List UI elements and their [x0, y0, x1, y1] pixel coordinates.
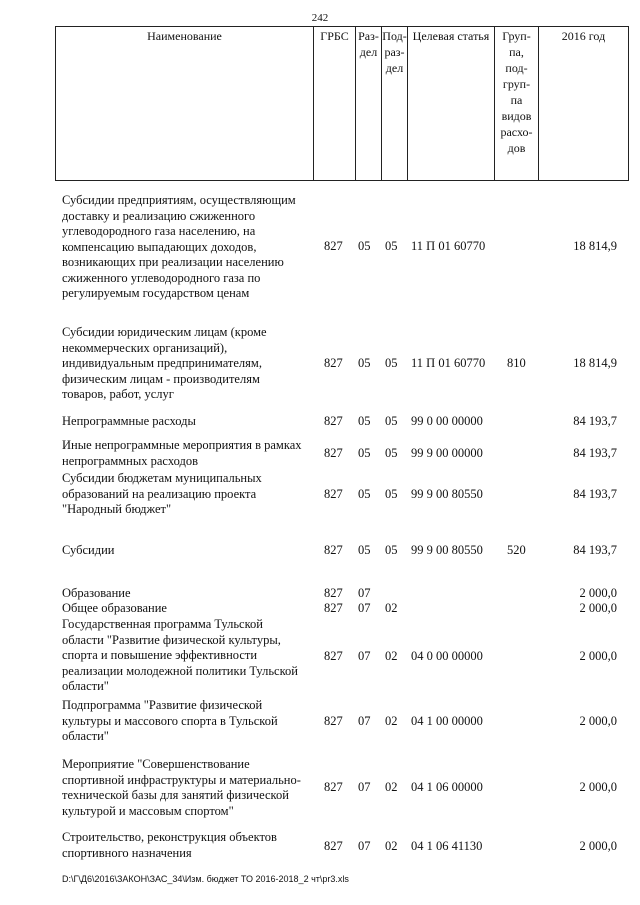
- row-gruppa: 810: [507, 356, 526, 370]
- row-name: Государственная программа Тульской области "Развитие физической культуры, спорта и повышение эффективности реализации молодежной политики Тульской области": [62, 617, 298, 693]
- header-gruppa: Груп- па, под- груп- па видов расхо- дов: [494, 26, 538, 180]
- file-path-footer: D:\Г\Д6\2016\ЗАКОН\ЗАС_34\Изм. бюджет ТО 2016-2018_2 чт\pr3.xls: [62, 874, 349, 884]
- row-razdel: 07: [358, 586, 371, 600]
- row-name: Субсидии бюджетам муниципальных образований на реализацию проекта "Народный бюджет": [62, 471, 262, 516]
- row-sum: 84 193,7: [573, 487, 617, 501]
- row-celevaya: 99 9 00 80550: [411, 543, 483, 557]
- row-podrazdel: 02: [385, 601, 398, 615]
- header-name: Наименование: [55, 26, 313, 180]
- header-razdel: Раз- дел: [355, 26, 381, 180]
- row-sum: 84 193,7: [573, 543, 617, 557]
- row-podrazdel: 05: [385, 487, 398, 501]
- row-sum: 2 000,0: [579, 780, 617, 794]
- header-podrazdel: Под- раз- дел: [381, 26, 407, 180]
- row-grbs: 827: [324, 239, 343, 253]
- row-razdel: 05: [358, 446, 371, 460]
- header-grbs: ГРБС: [313, 26, 355, 180]
- row-grbs: 827: [324, 714, 343, 728]
- page-number: 242: [311, 12, 329, 24]
- row-name: Иные непрограммные мероприятия в рамках непрограммных расходов: [62, 438, 302, 468]
- row-name: Непрограммные расходы: [62, 414, 196, 428]
- row-celevaya: 99 9 00 80550: [411, 487, 483, 501]
- row-name: Общее образование: [62, 601, 167, 615]
- row-sum: 18 814,9: [573, 239, 617, 253]
- row-sum: 18 814,9: [573, 356, 617, 370]
- row-razdel: 05: [358, 543, 371, 557]
- row-podrazdel: 05: [385, 446, 398, 460]
- row-razdel: 07: [358, 601, 371, 615]
- row-celevaya: 11 П 01 60770: [411, 356, 486, 370]
- row-sum: 2 000,0: [579, 714, 617, 728]
- row-grbs: 827: [324, 414, 343, 428]
- row-podrazdel: 05: [385, 414, 398, 428]
- row-razdel: 05: [358, 356, 371, 370]
- row-grbs: 827: [324, 446, 343, 460]
- row-sum: 84 193,7: [573, 414, 617, 428]
- row-celevaya: 04 1 00 00000: [411, 714, 483, 728]
- row-podrazdel: 05: [385, 543, 398, 557]
- row-razdel: 07: [358, 649, 371, 663]
- row-name: Субсидии юридическим лицам (кроме некоммерческих организаций), индивидуальным предпринимателям, физическим лицам - производителям товаров, работ, услуг: [62, 325, 267, 401]
- row-sum: 2 000,0: [579, 601, 617, 615]
- row-grbs: 827: [324, 839, 343, 853]
- row-celevaya: 04 1 06 41130: [411, 839, 483, 853]
- row-celevaya: 99 9 00 00000: [411, 446, 483, 460]
- row-celevaya: 04 0 00 00000: [411, 649, 483, 663]
- row-name: Подпрограмма "Развитие физической культуры и массового спорта в Тульской области": [62, 698, 278, 743]
- header-celevaya: Целевая статья: [407, 26, 494, 180]
- row-grbs: 827: [324, 601, 343, 615]
- row-razdel: 05: [358, 487, 371, 501]
- row-podrazdel: 02: [385, 839, 398, 853]
- row-name: Субсидии предприятиям, осуществляющим доставку и реализацию сжиженного углеводородного газа населению, на компенсацию выпадающих доходов, возникающих при реализации населению сжиженного углеводородного газа по регулируемым государством ценам: [62, 193, 296, 300]
- row-podrazdel: 02: [385, 714, 398, 728]
- row-grbs: 827: [324, 543, 343, 557]
- row-sum: 84 193,7: [573, 446, 617, 460]
- row-razdel: 05: [358, 239, 371, 253]
- row-sum: 2 000,0: [579, 649, 617, 663]
- row-razdel: 07: [358, 714, 371, 728]
- row-razdel: 07: [358, 780, 371, 794]
- row-sum: 2 000,0: [579, 586, 617, 600]
- row-podrazdel: 02: [385, 649, 398, 663]
- row-name: Образование: [62, 586, 131, 600]
- row-name: Мероприятие "Совершенствование спортивной инфраструктуры и материально- технической базы для занятий физической культурой и массовым спортом": [62, 757, 301, 818]
- header-year: 2016 год: [538, 26, 629, 180]
- row-podrazdel: 05: [385, 356, 398, 370]
- row-razdel: 07: [358, 839, 371, 853]
- row-name: Субсидии: [62, 543, 115, 557]
- row-celevaya: 04 1 06 00000: [411, 780, 483, 794]
- row-sum: 2 000,0: [579, 839, 617, 853]
- header-bottom-border: [55, 180, 629, 181]
- row-celevaya: 11 П 01 60770: [411, 239, 486, 253]
- row-razdel: 05: [358, 414, 371, 428]
- row-grbs: 827: [324, 649, 343, 663]
- row-podrazdel: 02: [385, 780, 398, 794]
- row-podrazdel: 05: [385, 239, 398, 253]
- row-name: Строительство, реконструкция объектов спортивного назначения: [62, 830, 277, 860]
- row-gruppa: 520: [507, 543, 526, 557]
- row-celevaya: 99 0 00 00000: [411, 414, 483, 428]
- row-grbs: 827: [324, 356, 343, 370]
- row-grbs: 827: [324, 780, 343, 794]
- row-grbs: 827: [324, 586, 343, 600]
- row-grbs: 827: [324, 487, 343, 501]
